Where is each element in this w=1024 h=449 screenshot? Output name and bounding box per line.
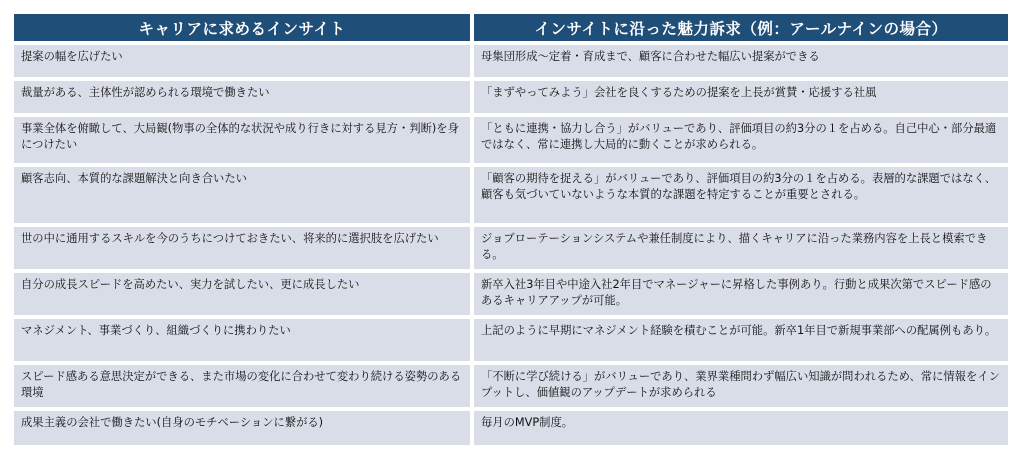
appeal-cell: 新卒入社3年目や中途入社2年目でマネージャーに昇格した事例あり。行動と成果次第でスピード感のあるキャリアアップが可能。 <box>474 273 1008 315</box>
insight-cell: 成果主義の会社で働きたい(自身のモチベーションに繋がる) <box>14 411 470 445</box>
insight-cell: スピード感ある意思決定ができる、また市場の変化に合わせて変わり続ける姿勢のある環境 <box>14 365 470 407</box>
table-row <box>14 81 1008 113</box>
appeal-cell: ジョブローテーションシステムや兼任制度により、描くキャリアに沿った業務内容を上長と模索できる。 <box>474 227 1008 269</box>
appeal-cell: 母集団形成～定着・育成まで、顧客に合わせた幅広い提案ができる <box>474 45 1008 77</box>
appeal-cell: 「ともに連携・協力し合う」がバリューであり、評価項目の約3分の１を占める。自己中心・部分最適ではなく、常に連携し大局的に動くことが求められる。 <box>474 117 1008 163</box>
appeal-cell: 毎月のMVP制度。 <box>474 411 1008 445</box>
appeal-cell: 「不断に学び続ける」がバリューであり、業界業種問わず幅広い知識が問われるため、常に情報をインプットし、価値観のアップデートが求められる <box>474 365 1008 407</box>
insight-appeal-table <box>10 10 1012 449</box>
table-row <box>14 411 1008 445</box>
insight-cell: 世の中に通用するスキルを今のうちにつけておきたい、将来的に選択肢を広げたい <box>14 227 470 269</box>
appeal-cell: 「顧客の期待を捉える」がバリューであり、評価項目の約3分の１を占める。表層的な課題ではなく、顧客も気づいていないような本質的な課題を特定することが重要とされる。 <box>474 167 1008 223</box>
table-row <box>14 167 1008 223</box>
table-row <box>14 45 1008 77</box>
insight-cell: 事業全体を俯瞰して、大局観(物事の全体的な状況や成り行きに対する見方・判断)を身につけたい <box>14 117 470 163</box>
appeal-cell: 上記のように早期にマネジメント経験を積むことが可能。新卒1年目で新規事業部への配属例もあり。 <box>474 319 1008 361</box>
insight-cell: 提案の幅を広げたい <box>14 45 470 77</box>
insight-cell: マネジメント、事業づくり、組織づくりに携わりたい <box>14 319 470 361</box>
table-row <box>14 227 1008 269</box>
table-row <box>14 273 1008 315</box>
table-row <box>14 117 1008 163</box>
table-row <box>14 319 1008 361</box>
table-row <box>14 365 1008 407</box>
column-header-appeal: インサイトに沿った魅力訴求（例：アールナインの場合） <box>474 14 1008 41</box>
column-header-insight: キャリアに求めるインサイト <box>14 14 470 41</box>
appeal-cell: 「まずやってみよう」会社を良くするための提案を上長が賞賛・応援する社風 <box>474 81 1008 113</box>
table-header-row <box>14 14 1008 41</box>
insight-cell: 顧客志向、本質的な課題解決と向き合いたい <box>14 167 470 223</box>
insight-cell: 自分の成長スピードを高めたい、実力を試したい、更に成長したい <box>14 273 470 315</box>
insight-cell: 裁量がある、主体性が認められる環境で働きたい <box>14 81 470 113</box>
